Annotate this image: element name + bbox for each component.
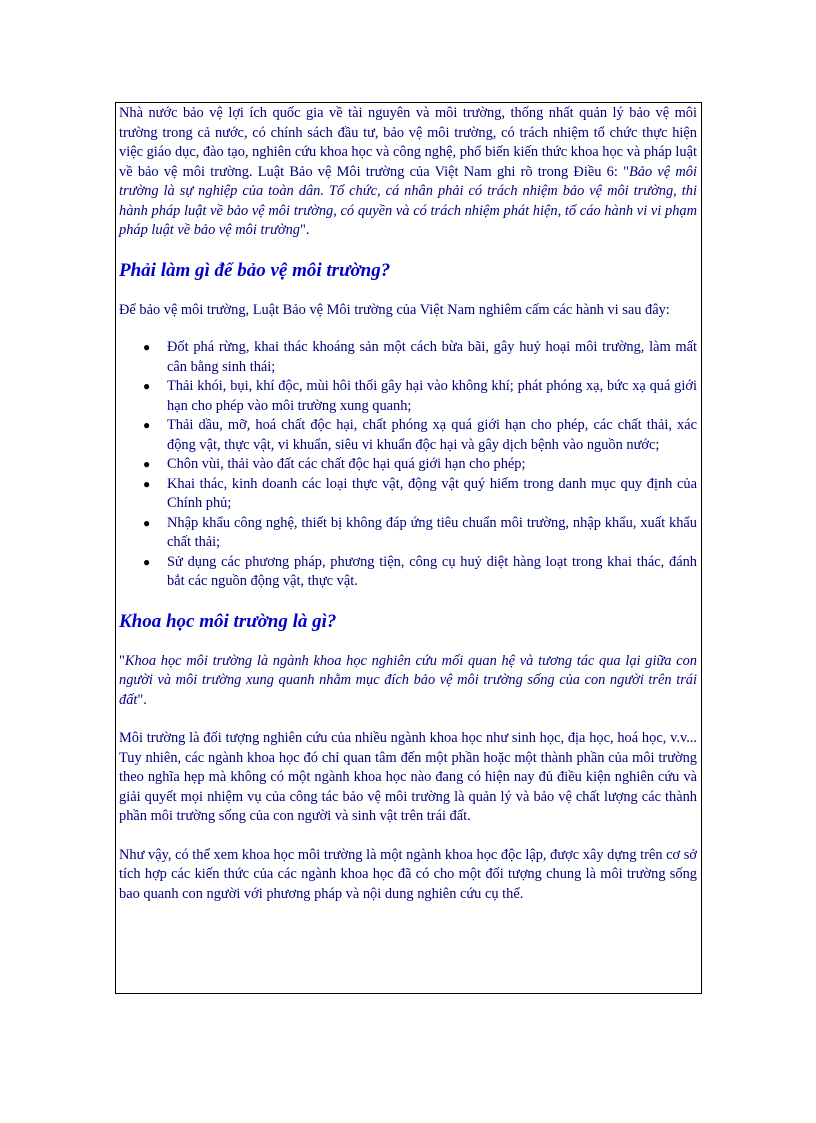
list-item (143, 455, 697, 475)
bullet-icon: ● (143, 515, 151, 530)
bullet-icon: ● (143, 379, 151, 393)
bullet-icon: ● (143, 457, 151, 471)
list-item-text: Khai thác, kinh doanh các loại thực vật, động vật quý hiếm trong danh mục quy định của Chính phủ; (167, 475, 697, 511)
list-item-text: Thải dầu, mỡ, hoá chất độc hại, chất phóng xạ quá giới hạn cho phép, các chất thải, xác động vật, thực vật, vi khuẩn, siêu vi khuẩn độc hại và gây dịch bệnh vào nguồn nước; (167, 417, 697, 453)
list-item-text: Nhập khẩu công nghệ, thiết bị không đáp ứng tiêu chuẩn môi trường, nhập khẩu, xuất khẩu chất thải; (167, 514, 697, 550)
list-item-text: Thải khói, bụi, khí độc, mùi hôi thối gây hại vào không khí; phát phóng xạ, bức xạ quá giới hạn cho phép vào môi trường xung quanh; (167, 378, 697, 414)
section2-heading: Khoa học môi trường là gì? (119, 610, 337, 632)
list-item (143, 553, 697, 592)
section1-intro: Để bảo vệ môi trường, Luật Bảo vệ Môi trường của Việt Nam nghiêm cấm các hành vi sau đây: (119, 301, 670, 318)
list-item (143, 338, 697, 377)
intro-paragraph (119, 104, 697, 241)
bullet-icon: ● (143, 554, 151, 569)
intro-quote: Bảo vệ môi trường là sự nghiệp của toàn dân. Tổ chức, cá nhân phải có trách nhiệm bảo vệ môi trường, thi hành pháp luật về bảo vệ môi trường, có quyền và có trách nhiệm phát hiện, tố cáo hành vi vi phạm pháp luật về bảo vệ môi trường (119, 163, 697, 238)
body-paragraph-1: Môi trường là đối tượng nghiên cứu của nhiều ngành khoa học như sinh học, địa học, hoá học, v.v... Tuy nhiên, các ngành khoa học đó chỉ quan tâm đến một phần hoặc một thành phần của môi trường theo nghĩa hẹp mà không có một ngành khoa học nào đang có hiện nay đủ điều kiện nghiên cứu và giải quyết mọi nhiệm vụ của công tác bảo vệ môi trường là quản lý và bảo vệ chất lượng các thành phần môi trường sống của con người và sinh vật trên trái đất. (119, 730, 697, 824)
document-box (115, 102, 702, 994)
intro-text: Nhà nước bảo vệ lợi ích quốc gia về tài nguyên và môi trường, thống nhất quản lý bảo vệ môi trường trong cả nước, có chính sách đầu tư, bảo vệ môi trường, có trách nhiệm tổ chức thực hiện việc giáo dục, đào tạo, nghiên cứu khoa học và công nghệ, phổ biến kiến thức khoa học và pháp luật về bảo vệ môi trường. Luật Bảo vệ Môi trường của Việt Nam ghi rõ trong Điều 6: " (119, 105, 697, 180)
bullet-icon: ● (143, 476, 151, 491)
bullet-icon: ● (143, 340, 151, 354)
prohibited-acts-list (119, 338, 697, 592)
definition-paragraph (119, 652, 697, 711)
list-item (143, 475, 697, 514)
body-paragraph-2: Như vậy, có thể xem khoa học môi trường là một ngành khoa học độc lập, được xây dựng trên cơ sở tích hợp các kiến thức của các ngành khoa học đã có cho một đối tượng chung là môi trường sống bao quanh con người với phương pháp và nội dung nghiên cứu cụ thể. (119, 846, 697, 902)
list-item-text: Sử dụng các phương pháp, phương tiện, công cụ huỷ diệt hàng loạt trong khai thác, đánh bắt các nguồn động vật, thực vật. (167, 553, 697, 589)
list-item (143, 416, 697, 455)
definition-quote: Khoa học môi trường là ngành khoa học nghiên cứu mối quan hệ và tương tác qua lại giữa con người và môi trường xung quanh nhằm mục đích bảo vệ môi trường sống của con người trên trái đất (119, 652, 697, 708)
intro-end: ". (300, 222, 310, 238)
bullet-icon: ● (143, 418, 151, 432)
list-item (143, 514, 697, 553)
definition-close-quote: ". (137, 691, 147, 708)
section1-heading: Phải làm gì để bảo vệ môi trường? (119, 259, 391, 281)
list-item-text: Đốt phá rừng, khai thác khoáng sản một cách bừa bãi, gây huỷ hoại môi trường, làm mất cân bằng sinh thái; (167, 339, 697, 375)
list-item-text: Chôn vùi, thải vào đất các chất độc hại quá giới hạn cho phép; (167, 456, 526, 472)
list-item (143, 377, 697, 416)
definition-open-quote: " (119, 652, 125, 669)
